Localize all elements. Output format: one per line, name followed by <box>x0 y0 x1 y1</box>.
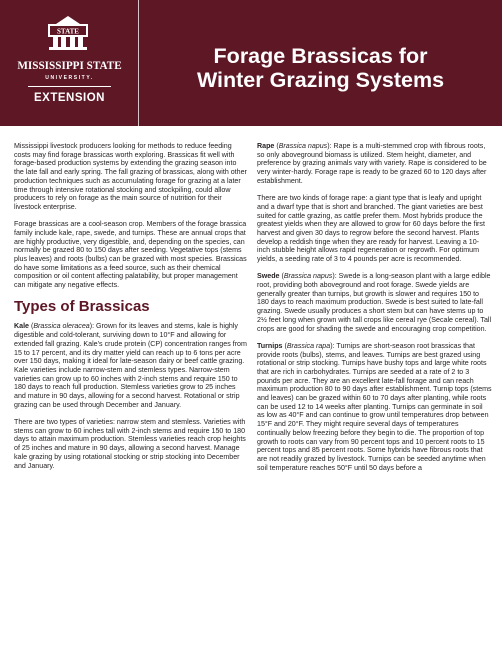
document-title <box>139 44 502 92</box>
intro-paragraph-2: Forage brassicas are a cool-season crop. Members of the forage brassica family include kale, rape, swede, and turnips. These are annual crops that are highly productive, very digestible, and, depending on the species, can normally be grazed 80 to 150 days after seeding. Vegetative tops (stems plus leaves) and roots (bulbs) can be grazed with most species. Brassicas do have some limitations as a feed source, such as their chemical composition or oil content affecting palatability, but proper management can mitigate any negative effects. <box>14 220 247 290</box>
msu-seal-icon <box>47 16 89 50</box>
header-banner <box>0 0 502 126</box>
section-heading-types: Types of Brassicas <box>14 298 150 316</box>
org-name: MISSISSIPPI STATE <box>17 60 122 72</box>
right-column <box>257 142 492 481</box>
intro-paragraph-1: Mississippi livestock producers looking for methods to reduce feeding costs may find forage brassicas worth exploring. Brassicas fit well with forage-based production systems by extending the grazing season into the late fall and early spring. The fall grazing of brassicas, along with other production techniques such as accumulating forage for grazing at a later time through intensive rotational stocking and stockpiling, could allow producers to rely on forage as the main source of nutrition for their livestock enterprise. <box>14 142 247 211</box>
swede-text: : Swede is a long-season plant with a large edible root, providing both aboveground and root forage. Swede yields are generally greater than turnips, but growth is slower and requires 150 to 180 days to reach maximum production. Swede is best suited to late-fall grazing. Swede usually produces a short stem but can have stems up to 2½ feet long when grown with tall crops like cereal rye (Secale cereal). Tall crops are good for shading the swede and encouraging crop competition. <box>257 272 492 333</box>
left-column <box>14 142 247 479</box>
org-sub: UNIVERSITY. <box>45 75 94 81</box>
kale-paragraph: Kale (Brassica oleracea): Grown for its leaves and stems, kale is highly digestible and cold-tolerant, surviving down to 10°F and allowing for extended fall grazing. Kale’s crude protein (CP) concentration ranges from 15 to 17 percent, and its dry matter yield can reach up to 6 tons per acre over 150 days, making it ideal for late-season dairy or beef cattle grazing. Kale varieties include narrow-stem and stemless types. Narrow-stem varieties can grow up to 60 inches with 2-inch stems and require 150 to 180 days to reach full production. Stemless varieties grow to 25 inches and mature in 90 days, allowing for a second harvest. Rotational or strip grazing can be used through December and January. <box>14 322 247 409</box>
turnips-paragraph: Turnips (Brassica rapa): Turnips are short-season root brassicas that provide roots (bulbs), stems, and leaves. Turnips are best grazed using rotational or strip stocking. Turnips have bushy tops and large white roots that are rich in carbohydrates. Turnips are seeded at a rate of 2 to 3 pounds per acre. They are an excellent late-fall forage and can reach maximum production 80 to 90 days after establishment. Turnip tops (stems and leaves) can be grazed within 60 to 70 days after planting, while roots can be used 12 to 14 weeks after planting. Turnips can germinate in soil as low as 40°F and can continue to grow until temperatures drop between 15°F and 20°F. They might require several days of temperatures continually below freezing before they begin to die. The proportion of top growth to roots can vary from 90 percent tops and 10 percent roots to 15 percent tops and 85 percent roots. Some hybrids have fibrous roots that are not readily grazed by livestock. Turnips can be seeded anytime when soil temperature reaches 50°F until 50 days before a <box>257 341 492 472</box>
turnips-scientific-name: Brassica rapa <box>286 341 331 350</box>
msu-extension-logo[interactable] <box>0 0 139 126</box>
kale-text: : Grown for its leaves and stems, kale is highly digestible and cold-tolerant, surviving down to 10°F and allowing for extended fall grazing. Kale’s crude protein (CP) concentration ranges from 15 to 17 percent, and its dry matter yield can reach up to 6 tons per acre over 150 days, making it ideal for late-season dairy or beef cattle grazing. Kale varieties include narrow-stem and stemless types. Narrow-stem varieties can grow up to 60 inches with 2-inch stems and require 150 to 180 days to reach full production. Stemless varieties grow to 25 inches and mature in 90 days, allowing for a second harvest. Rotational or strip grazing can be used through December and January. <box>14 322 247 409</box>
rape-types-paragraph: There are two kinds of forage rape: a giant type that is leafy and upright and a dwarf type that is short and branched. The giant varieties are best suited for cattle grazing, as cattle prefer them. Most hybrids produce the greatest yields when they are allowed to grow for 60 days before the first harvest and given 30 days to regrow before the second harvest. Plants develop a reddish tinge when they are ready for harvest. Leaving a 10-inch stubble height allows rapid regeneration or regrowth. For optimum yields, a seeding rate of 3 to 4 pounds per acre is recommended. <box>257 194 485 264</box>
swede-term: Swede <box>257 272 280 281</box>
swede-scientific-name: Brassica napus <box>283 272 333 281</box>
org-unit: EXTENSION <box>34 92 105 104</box>
kale-varieties-paragraph: There are two types of varieties: narrow stem and stemless. Varieties with stems can grow to 60 inches tall with 2-inch stems and require 150 to 180 days to attain maximum production. Stemless varieties reach crop heights of 25 inches and mature in 90 days, allowing a second harvest. Manage kale grazing by using rotational stocking or strip stocking into December and January. <box>14 418 246 470</box>
turnips-text: : Turnips are short-season root brassicas that provide roots (bulbs), stems, and leaves. Turnips are best grazed using rotational or strip stocking. Turnips have bushy tops and large white roots that are rich in carbohydrates. Turnips are seeded at a rate of 2 to 3 pounds per acre. They are an excellent late-fall forage and can reach maximum production 80 to 90 days after establishment. Turnip tops (stems and leaves) can be grazed within 60 to 70 days after planting, while roots can be used 12 to 14 weeks after planting. Turnips can germinate in soil as low as 40°F and can continue to grow until temperatures drop between 15°F and 20°F. They might require several days of temperatures continually below freezing before they begin to die. The proportion of top growth to roots can vary from 90 percent tops and 10 percent roots to 15 percent tops and 85 percent roots. Some hybrids have fibrous roots that are not readily grazed by livestock. Turnips can be seeded anytime when soil temperature reaches 50°F until 50 days before a <box>257 341 492 472</box>
title-line-1: Forage Brassicas for <box>213 44 428 68</box>
logo-divider <box>28 86 111 87</box>
kale-scientific-name: Brassica oleracea <box>33 322 90 331</box>
title-line-2: Winter Grazing Systems <box>196 68 445 92</box>
rape-term: Rape <box>257 142 275 150</box>
turnips-term: Turnips <box>257 341 283 350</box>
kale-term: Kale <box>14 322 29 331</box>
rape-text: : Rape is a multi-stemmed crop with fibrous roots, so only aboveground biomass is utilized. Stem height, diameter, and preference by grazing animals vary with variety. Rape is considered to be very winter-hardy. Forage rape is ready to be grazed 60 to 120 days after establishment. <box>257 142 487 185</box>
seal-text: STATE <box>57 27 79 36</box>
rape-scientific-name: Brassica napus <box>278 142 328 150</box>
swede-paragraph: Swede (Brassica napus): Swede is a long-season plant with a large edible root, providing both aboveground and root forage. Swede yields are generally greater than turnips, but growth is slower and requires 150 to 180 days to reach maximum production. Swede is best suited to late-fall grazing. Swede usually produces a short stem but can have stems up to 2½ feet long when grown with tall crops like cereal rye (Secale cereal). Tall crops are good for shading the swede and encouraging crop competition. <box>257 272 492 333</box>
rape-paragraph: Rape (Brassica napus): Rape is a multi-stemmed crop with fibrous roots, so only aboveground biomass is utilized. Stem height, diameter, and preference by grazing animals vary with variety. Rape is considered to be very winter-hardy. Forage rape is ready to be grazed 60 to 120 days after establishment. <box>257 142 487 185</box>
